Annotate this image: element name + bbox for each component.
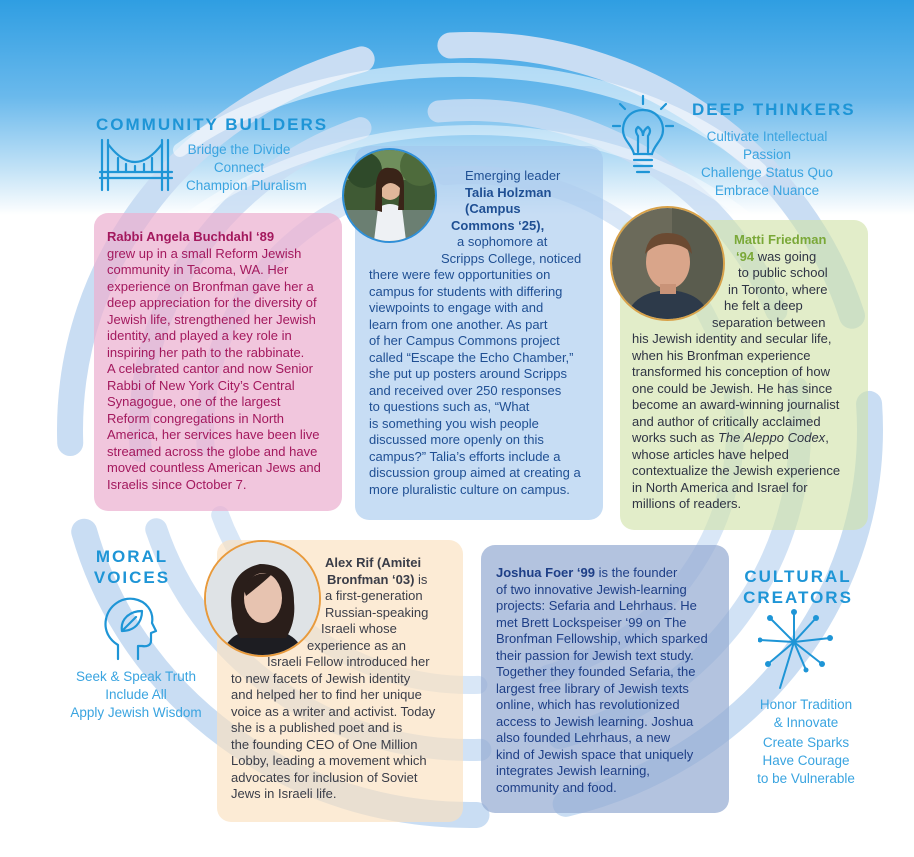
bio-line: he felt a deep: [724, 298, 803, 313]
bio-line: access to Jewish learning. Joshua: [496, 713, 694, 729]
bio-line: a sophomore at: [457, 234, 548, 249]
bio-line: also founded Lehrhaus, a new: [496, 730, 671, 745]
community-builders-heading: COMMUNITY BUILDERS: [96, 115, 329, 134]
head-leaf-icon: [100, 595, 158, 661]
buchdahl-bio: [107, 229, 321, 493]
bio-line: met Brett Lockspeiser ‘99 on The: [496, 614, 687, 630]
bio-line: [496, 565, 708, 582]
tagline: Cultivate Intellectual: [706, 129, 828, 144]
person-year: ‘94: [736, 248, 755, 264]
bio-line: Scripps College, noticed: [441, 250, 582, 266]
bio-line: [217, 572, 463, 589]
bio-line: become an award-winning journalist: [632, 397, 840, 412]
bio-line: and author of critically acclaimed: [632, 413, 821, 429]
bio-line-text: is: [414, 571, 428, 587]
bio-line: transformed his conception of how: [632, 364, 830, 379]
person-name-cont: Commons ‘25),: [451, 217, 545, 233]
moral-voices-taglines: [58, 668, 214, 722]
person-name-cont: (Campus: [465, 201, 521, 216]
heading-line: CREATORS: [743, 588, 853, 607]
bio-line: to public school: [738, 265, 828, 280]
bio-line: their passion for Jewish text study.: [496, 647, 694, 663]
rif-bio: [217, 555, 463, 803]
bio-line-text: ,: [825, 430, 829, 445]
bio-line: community in Tacoma, WA. Her: [107, 262, 289, 277]
bio-line: viewpoints to engage with and: [369, 300, 544, 315]
bio-line: to new facets of Jewish identity: [231, 670, 411, 686]
bio-line: largest free library of Jewish texts: [496, 680, 689, 696]
tagline: Champion Pluralism: [186, 178, 307, 193]
bio-line: Jewish life, strengthened her Jewish: [107, 311, 316, 327]
tagline: Challenge Status Quo: [700, 165, 834, 180]
bio-line: learn from one another. As part: [369, 316, 548, 332]
bio-line: the founding CEO of One Million: [231, 736, 418, 752]
bio-line: community and food.: [496, 779, 617, 795]
bio-line: more pluralistic culture on campus.: [369, 481, 570, 497]
heading-line: CULTURAL: [744, 567, 852, 586]
bio-line: called “Escape the Echo Chamber,”: [369, 349, 574, 365]
bio-line: discussion group aimed at creating a: [369, 465, 581, 480]
bio-line: online, which has revolutionized: [496, 697, 680, 712]
bio-line: experience as an: [307, 637, 407, 653]
bio-line: Together they founded Sefaria, the: [496, 664, 696, 679]
bio-line: [620, 430, 868, 447]
tagline: Honor Tradition: [759, 697, 853, 712]
bio-line: grew up in a small Reform Jewish: [107, 245, 302, 261]
bio-line: campus for students with differing: [369, 283, 563, 299]
tagline: Include All: [105, 687, 167, 702]
cultural-creators-heading: [738, 566, 858, 608]
bio-line: deep appreciation for the diversity of: [107, 295, 317, 310]
bio-line: in North America and Israel for: [632, 479, 808, 495]
bio-line: in Toronto, where: [728, 281, 828, 297]
bio-line: of her Campus Commons project: [369, 333, 560, 348]
bio-line: Lobby, leading a movement which: [231, 753, 427, 768]
lightbulb-icon: [612, 94, 674, 186]
person-name-cont: Bronfman ‘03): [327, 571, 415, 587]
bio-line: a first-generation: [325, 588, 423, 603]
tagline: Connect: [213, 160, 265, 175]
tagline: Bridge the Divide: [187, 142, 291, 157]
moral-voices-heading: [84, 546, 180, 588]
deep-thinkers-heading: DEEP THINKERS: [692, 100, 856, 119]
cultural-creators-taglines: [736, 696, 876, 788]
bio-line: is something you wish people: [369, 415, 539, 431]
bio-line: streamed across the globe and have: [107, 443, 318, 459]
bio-line: projects: Sefaria and Lehrhaus. He: [496, 598, 697, 613]
person-name: Matti Friedman: [734, 232, 827, 247]
bio-line: identity, and played a key role in: [107, 328, 292, 343]
bio-line: moved countless American Jews and: [107, 460, 321, 475]
bio-line: America, her services have been live: [107, 427, 320, 442]
bio-line: voice as a writer and activist. Today: [231, 703, 436, 719]
bio-line: separation between: [712, 314, 826, 330]
bio-line: Israeli Fellow introduced her: [267, 654, 430, 669]
bio-line: campus?” Talia’s efforts include a: [369, 448, 561, 464]
book-title: The Aleppo Codex: [717, 430, 826, 445]
tagline: Create Sparks: [762, 735, 850, 750]
friedman-bio: [620, 232, 868, 513]
tagline: & Innovate: [773, 715, 839, 730]
bio-line: Bronfman Fellowship, which sparked: [496, 631, 708, 646]
foer-bio: [496, 565, 708, 796]
bio-line: of two innovative Jewish-learning: [496, 581, 687, 597]
heading-line: MORAL: [95, 547, 169, 566]
bio-line: advocates for inclusion of Soviet: [231, 769, 418, 785]
holzman-bio: [355, 168, 603, 498]
bio-line: there were few opportunities on: [369, 267, 551, 282]
bio-line: and received over 250 responses: [369, 382, 562, 398]
bio-intro: Emerging leader: [465, 168, 561, 183]
tagline: Seek & Speak Truth: [75, 669, 197, 684]
bio-line: and helped her to find her unique: [231, 687, 422, 702]
bio-line: discussed more openly on this: [369, 432, 544, 447]
bio-line: Russian-speaking: [325, 604, 429, 620]
bio-line: contextualize the Jewish experience: [632, 463, 841, 478]
bio-line: [620, 249, 868, 266]
tagline: Have Courage: [762, 753, 850, 768]
tagline: to be Vulnerable: [757, 771, 855, 786]
bio-line: whose articles have helped: [632, 446, 789, 462]
heading-line: VOICES: [93, 568, 171, 587]
person-name: Rabbi Angela Buchdahl ‘89: [107, 229, 275, 244]
tagline: Embrace Nuance: [714, 183, 820, 198]
bio-line: integrates Jewish learning,: [496, 763, 650, 778]
tagline: Passion: [742, 147, 792, 162]
bio-line: his Jewish identity and secular life,: [632, 331, 832, 346]
bio-line: millions of readers.: [632, 496, 742, 511]
bio-line: she is a published poet and is: [231, 720, 403, 735]
bio-line: Synagogue, one of the largest: [107, 394, 281, 409]
bio-line: she put up posters around Scripps: [369, 366, 568, 381]
bio-line-text: is the founder: [594, 565, 678, 580]
bio-line: inspiring her path to the rabbinate.: [107, 344, 305, 360]
bio-line: when his Bronfman experience: [632, 347, 811, 363]
bio-line: A celebrated cantor and now Senior: [107, 361, 313, 376]
bio-line-text: was going: [754, 248, 817, 264]
bio-line: Rabbi of New York City’s Central: [107, 377, 295, 393]
deep-thinkers-taglines: [692, 128, 842, 200]
community-builders-taglines: [186, 141, 307, 195]
bio-line-text: works such as: [632, 430, 718, 445]
bridge-icon: [96, 134, 176, 194]
bio-line: Jews in Israeli life.: [231, 786, 337, 801]
bio-line: Israelis since October 7.: [107, 476, 247, 492]
bio-line: experience on Bronfman gave her a: [107, 278, 314, 294]
tagline: Apply Jewish Wisdom: [70, 705, 202, 720]
sparkler-icon: [758, 608, 838, 690]
person-name: Talia Holzman: [465, 184, 552, 200]
bio-line: Israeli whose: [321, 621, 397, 636]
bio-line: kind of Jewish space that uniquely: [496, 746, 694, 762]
bio-line: Reform congregations in North: [107, 410, 285, 426]
person-name: Joshua Foer ‘99: [496, 565, 595, 580]
bio-line: one could be Jewish. He has since: [632, 380, 833, 396]
bio-line: to questions such as, “What: [369, 399, 530, 414]
person-name: Alex Rif (Amitei: [325, 555, 422, 570]
